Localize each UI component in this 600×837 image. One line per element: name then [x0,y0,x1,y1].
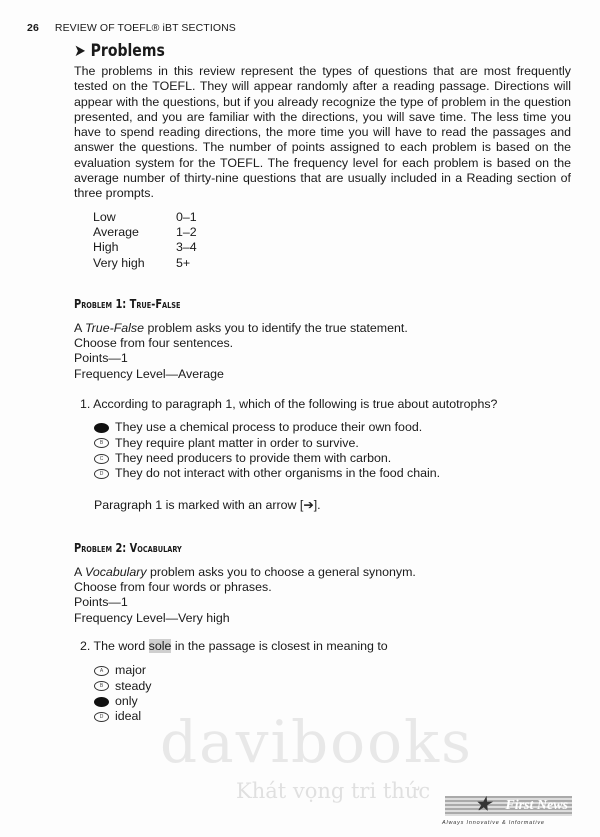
text: A [74,564,86,579]
term: Vocabulary [85,564,147,579]
problem2-choose: Choose from four words or phrases. [74,580,272,595]
bubble-icon: D [94,712,109,722]
problem2-block [74,541,571,626]
option-text: They need producers to provide them with carbon. [115,450,392,465]
problem2-points: Points—1 [74,595,128,610]
filled-bubble-icon [94,697,109,707]
answer-option[interactable] [94,451,571,466]
level-row [93,210,571,225]
option-text: ideal [115,709,142,724]
question-2 [80,639,571,654]
problem1-points: Points—1 [74,351,128,366]
bubble-icon: C [94,454,109,464]
level-label: Very high [93,255,145,270]
intro-paragraph: The problems in this review represent the types of questions that are most frequently tested on the TOEFL. They will appear randomly after a reading passage. Directions will appear with the questions, but if you already recognize the type of problem in the question presented, and you are familiar with the directions, you will save time. The less time you have to spend reading directions, the more time you will have to read the passages and answer the questions. The number of points assigned to each problem is based on the evaluation system for the TOEFL. The frequency level for each problem is based on the average number of thirty-nine questions that are usually included in a Reading section of three prompts. [74,64,571,201]
problem1-heading: Problem 1: True-False [74,296,181,311]
answer-option[interactable] [94,420,571,435]
paragraph-note: Paragraph 1 is marked with an arrow [➔]. [94,497,321,512]
bubble-icon: D [94,469,109,479]
bubble-icon: B [94,681,109,691]
watermark-slogan: Khát vọng tri thức [236,779,431,803]
option-text: They use a chemical process to produce their own food. [115,420,423,435]
problem2-frequency: Frequency Level—Very high [74,610,230,625]
problem1-frequency: Frequency Level—Average [74,366,224,381]
answer-option[interactable] [94,694,154,709]
option-text: only [115,693,138,708]
level-label: High [93,240,119,255]
watermark-brand: davibooks [160,708,473,776]
level-row [93,240,571,255]
answer-option[interactable] [94,663,154,678]
level-label: Low [93,209,116,224]
star-icon: ★ [475,794,492,814]
question-1: 1. According to paragraph 1, which of the following is true about autotrophs? [80,397,498,412]
running-header [27,22,236,35]
publisher-name: First News [505,798,568,813]
question-2-options [94,663,154,724]
level-row [93,256,571,271]
page-number: 26 [27,22,39,34]
problem1-choose: Choose from four sentences. [74,336,234,351]
publisher-tagline: Always Innovative & Informative [442,820,545,826]
option-text: They require plant matter in order to survive. [115,435,359,450]
answer-option[interactable] [94,436,571,451]
level-range: 3–4 [176,240,197,255]
option-text: They do not interact with other organisms in the food chain. [115,466,441,481]
answer-option[interactable] [94,466,571,481]
filled-bubble-icon [94,423,109,433]
level-range: 1–2 [176,224,197,239]
main-content [74,64,571,725]
frequency-levels [93,210,571,271]
option-text: major [115,663,146,678]
problem1-desc [74,321,571,336]
level-row [93,225,571,240]
bubble-icon: B [94,438,109,448]
term: True-False [85,320,145,335]
bubble-icon: A [94,666,109,676]
text: in the passage is closest in meaning to [171,639,388,654]
problem2-heading: Problem 2: Vocabulary [74,540,182,555]
text: 2. The word [80,639,149,654]
running-title: REVIEW OF TOEFL® iBT SECTIONS [54,22,236,34]
problem1-block [74,297,571,382]
level-range: 0–1 [176,209,197,224]
text: problem asks you to choose a general synonym. [146,564,416,579]
text: A [74,320,86,335]
question-1-options [94,420,571,481]
option-text: steady [115,678,152,693]
level-range: 5+ [176,255,191,270]
highlighted-word: sole [148,639,172,654]
level-label: Average [93,224,139,239]
answer-option[interactable] [94,709,154,724]
section-title: ➤ Problems [74,41,165,60]
text: problem asks you to identify the true statement. [144,320,408,335]
answer-option[interactable] [94,679,154,694]
publisher-logo [445,796,572,816]
problem2-desc [74,565,571,580]
